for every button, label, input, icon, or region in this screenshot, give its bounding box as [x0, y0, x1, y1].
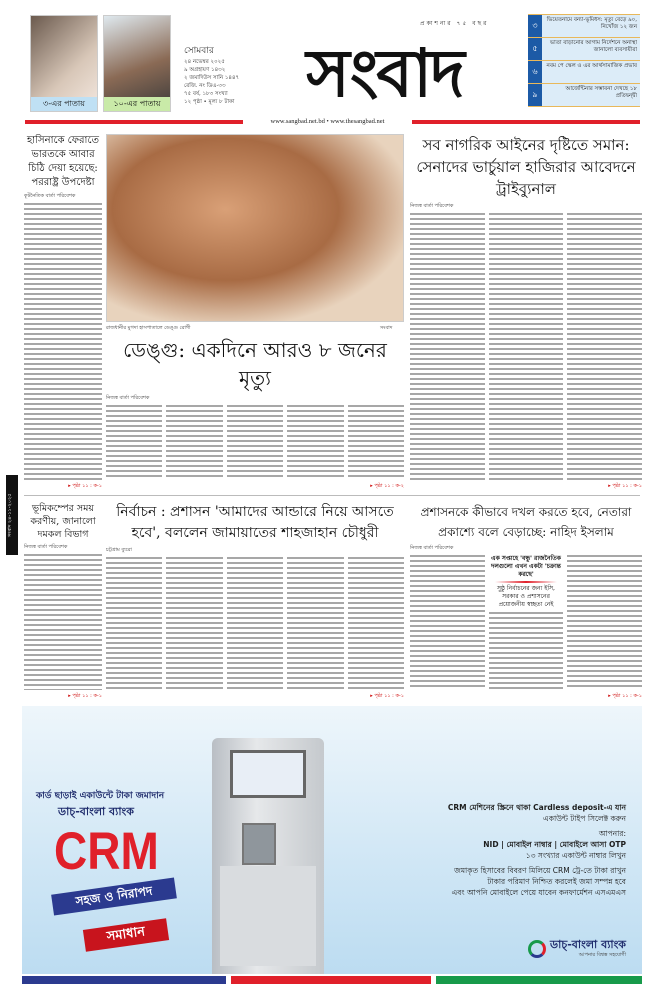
dbbl-crm-ad[interactable]: [22, 706, 642, 974]
body-columns: [410, 555, 642, 690]
date-block: [184, 45, 250, 106]
story-election: [106, 502, 404, 700]
body-text: [166, 557, 222, 690]
teaser-item[interactable]: [528, 15, 640, 38]
jump-link[interactable]: ▸ পৃষ্ঠা ১১ : ক-২: [370, 483, 404, 489]
teaser-item[interactable]: [528, 38, 640, 61]
story-lead: [410, 134, 642, 490]
headline-election[interactable]: নির্বাচন : প্রশাসন 'আমাদের আন্ডারে নিয়ে আসতে হবে', বললেন জামায়াতের শাহজাহান চৌধুরী: [116, 504, 394, 541]
teaser-page: ৯: [528, 84, 542, 106]
ad-line: আপনার:: [598, 829, 626, 838]
jump-link[interactable]: ▸ পৃষ্ঠা ১১ : ক-১: [68, 693, 102, 699]
body-text: [287, 557, 343, 690]
teaser-page: ৫: [528, 38, 542, 60]
dbbl-logo-name: ডাচ্-বাংলা ব্যাংক: [550, 938, 626, 951]
body-columns: [106, 557, 404, 690]
date-line: ৯ অগ্রহায়ণ ১৪৩২: [184, 67, 226, 73]
ad-ribbon-1: সহজ ও নিরাপদ: [51, 877, 177, 915]
headline-dengue[interactable]: ডেঙ্গু: একদিনে আরও ৮ জনের মৃত্যু: [123, 338, 387, 390]
story-earthquake: [24, 502, 102, 700]
photo-label: ১০-এর পাতায়: [104, 97, 170, 111]
quote-rule: [495, 581, 558, 583]
weekday: সোমবার: [184, 46, 214, 56]
pull-quote-column: [489, 555, 564, 690]
photo-page3[interactable]: [30, 15, 98, 112]
headline-earthquake[interactable]: ভূমিকম্পের সময় করণীয়, জানালো দমকল বিভাগ: [30, 503, 96, 540]
masthead-logo[interactable]: সংবাদ: [306, 34, 463, 112]
pull-quote-1: এক সপ্তাহে 'বন্ধু' রাজনৈতিক দলগুলো এখন একটা 'চক্রান্ত করছে': [491, 555, 561, 578]
body-text: [410, 213, 485, 480]
teaser-item[interactable]: [528, 61, 640, 84]
body-text: [567, 555, 642, 690]
dbbl-logo-tag: আপনার বিশ্বস্ত সহযোগী: [578, 952, 626, 958]
headline-nahid[interactable]: প্রশাসনকে কীভাবে দখল করতে হবে, নেতারা প্রকাশ্যে বলে বেড়াচ্ছে: নাহিদ ইসলাম: [420, 505, 632, 539]
headline-hasina[interactable]: হাসিনাকে ফেরাতে ভারতকে আবার চিঠি দেয়া হয়েছে: পররাষ্ট্র উপদেষ্টা: [27, 135, 99, 188]
body-text: [489, 213, 564, 480]
ad-line: NID | মোবাইল নাম্বার | মোবাইলে আসা OTP: [483, 840, 626, 849]
byline: চট্টগ্রাম ব্যুরো: [106, 547, 132, 553]
photo-label: ৩-এর পাতায়: [31, 97, 97, 111]
dbbl-logo-icon: [528, 940, 546, 958]
teaser-box: [528, 14, 640, 107]
side-date-tag: সংবাদ ২৪-১১-২০২৫: [6, 475, 18, 555]
date-line: ২ জমাদিউস সানি ১৪৪৭: [184, 75, 240, 81]
ad-bar-green: [436, 976, 642, 984]
teaser-item[interactable]: [528, 84, 640, 107]
pull-quote: [489, 555, 564, 609]
body-text: [348, 557, 404, 690]
body-text: [166, 405, 222, 480]
ad-line: এবং আপনি মোবাইলে পেয়ে যাবেন কনফার্মেশন এসএমএস: [451, 888, 626, 897]
date-line: ১২ পৃষ্ঠা • মূল্য ৮ টাকা: [184, 99, 235, 105]
ad-top-line: কার্ড ছাড়াই একাউন্টে টাকা জমাদান: [36, 791, 165, 801]
story-dengue: [106, 336, 404, 490]
body-text: [489, 612, 564, 690]
teaser-text: ভাতা বাড়ানোর আগাম নির্দেশনে অনাস্থা জানালো ব্যবসায়ীরা: [550, 40, 637, 53]
jump-link[interactable]: ▸ পৃষ্ঠা ১১ : ক-১: [608, 483, 642, 489]
ad-crm: CRM: [54, 820, 159, 881]
body-text: [106, 405, 162, 480]
dbbl-logo: [528, 938, 626, 959]
date-line: ৭৫ বর্ষ, ১৮৩ সংখ্যা: [184, 91, 228, 97]
header-rule-right: [412, 120, 640, 124]
byline: নিজস্ব বার্তা পরিবেশক: [24, 544, 68, 550]
byline: নিজস্ব বার্তা পরিবেশক: [106, 395, 150, 401]
crm-machine-image: [212, 738, 324, 974]
jump-link[interactable]: ▸ পৃষ্ঠা ১১ : ক-১: [608, 693, 642, 699]
teaser-text: ভিয়েতনামে বন্যা-ভূমিধস: মৃত্যু বেড়ে ৯০, নিখোঁজ ১২ জন: [546, 17, 637, 30]
byline: নিজস্ব বার্তা পরিবেশক: [410, 545, 454, 551]
teaser-text: আর্জেন্টিনার সম্ভাবনা দেখছে ১৮ প্রতিদ্বন্দ্বী: [565, 86, 637, 99]
photo-page10[interactable]: [103, 15, 171, 112]
photo-credit: সংবাদ: [380, 325, 393, 331]
ad-bank-name: ডাচ্-বাংলা ব্যাংক: [58, 805, 134, 818]
headline-lead[interactable]: সব নাগরিক আইনের দৃষ্টিতে সমান: সেনাদের ভার্চুয়াল হাজিরার আবেদনে ট্রাইব্যুনাল: [416, 136, 636, 198]
body-text: [24, 203, 102, 480]
jump-link[interactable]: ▸ পৃষ্ঠা ১১ : ক-১: [68, 483, 102, 489]
byline: কূটনৈতিক বার্তা পরিবেশক: [24, 193, 76, 199]
story-hasina: [24, 134, 102, 490]
website-urls[interactable]: www.sangbad.net.bd • www.thesangbad.net: [270, 118, 385, 125]
ad-line: জমাকৃত হিসাবের বিবরণ মিলিয়ে CRM ট্রে-তে টাকা রাখুন: [454, 866, 626, 875]
ad-ribbon-2: সমাধান: [83, 918, 169, 951]
dengue-photo[interactable]: [106, 134, 404, 322]
body-text: [567, 213, 642, 480]
body-text: [24, 554, 102, 690]
body-text: [227, 405, 283, 480]
ad-line: একাউন্ট টাইপ সিলেক্ট করুন: [543, 814, 626, 823]
body-text: [410, 555, 485, 690]
body-columns: [410, 213, 642, 480]
teaser-page: ৬: [528, 61, 542, 83]
date-line: ২৪ নভেম্বর ২০২৫: [184, 59, 225, 65]
ad-line: ১৩ সংখ্যার একাউন্ট নাম্বার লিখুন: [525, 851, 626, 860]
teaser-page: ৩: [528, 15, 542, 37]
date-line: রেজি. নং ডিএ-৩৩: [184, 83, 226, 89]
body-text: [287, 405, 343, 480]
teaser-text: নবম পে স্কেল ও এর আর্থসামাজিক প্রভাব: [546, 63, 637, 69]
header-rule-left: [25, 120, 243, 124]
body-columns: [106, 405, 404, 480]
ad-line: CRM মেশিনের স্ক্রিনে থাকা Cardless deposit-এ যান: [447, 803, 626, 812]
byline: নিজস্ব বার্তা পরিবেশক: [410, 203, 454, 209]
body-text: [106, 557, 162, 690]
story-nahid: [410, 502, 642, 700]
tagline: প্রকাশনার ৭৫ বছর: [420, 20, 489, 27]
jump-link[interactable]: ▸ পৃষ্ঠা ১১ : ক-১: [370, 693, 404, 699]
body-text: [227, 557, 283, 690]
ad-bar-red: [231, 976, 431, 984]
pull-quote-2: সুষ্ঠু নির্বাচনের জন্য ইসি, সরকার ও প্রশাসনের প্রয়োজনীয় স্বচ্ছতা নেই: [497, 585, 555, 608]
ad-line: টাকার পরিমাণ নিশ্চিত করলেই জমা সম্পন্ন হবে: [487, 877, 626, 886]
ad-bar-blue: [22, 976, 226, 984]
body-text: [348, 405, 404, 480]
photo-caption: রাজধানীর মুগদা হাসপাতালে ডেঙ্গু রোগী: [106, 325, 191, 331]
ad-text: [331, 802, 626, 898]
divider: [24, 495, 640, 496]
